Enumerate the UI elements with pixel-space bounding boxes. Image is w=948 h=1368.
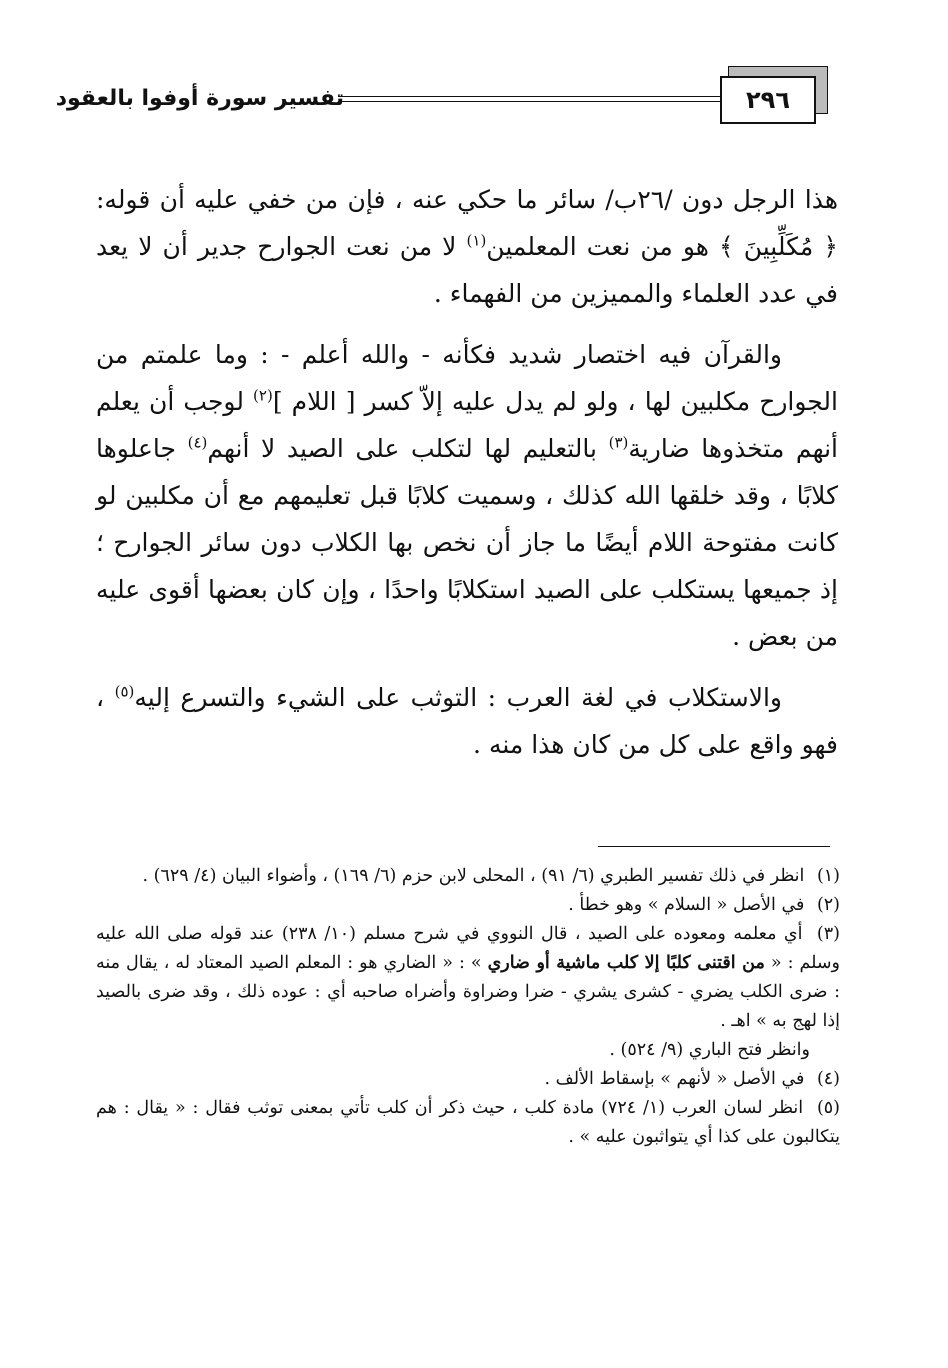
footnote-5: [96, 1094, 840, 1152]
footnote-text: في الأصل « السلام » وهو خطأ .: [568, 895, 805, 915]
footnotes: [96, 862, 840, 1152]
footnote-3: [96, 920, 840, 1036]
footnote-number: (٥): [816, 1098, 840, 1118]
footnote-ref: (١): [466, 231, 487, 250]
paragraph-text: ، فهو واقع على كل من كان هذا منه .: [96, 683, 838, 759]
hadith-quote: من اقتنى كلبًا إلا كلب ماشية أو ضاري: [487, 953, 765, 973]
paragraph-2: [96, 331, 838, 660]
footnote-text: في الأصل « لأنهم » بإسقاط الألف .: [544, 1069, 805, 1089]
paragraph-text: هذا الرجل دون /٢٦ب/ سائر ما حكي عنه ، فإن من خفي عليه أن قوله: ﴿ مُكَلِّبِينَ ﴾ هو من نعت المعلمين: [96, 185, 838, 261]
footnote-3-continuation: [96, 1036, 840, 1065]
paragraph-text: لا من نعت الجوارح جدير أن لا يعد في عدد العلماء والمميزين من الفهماء .: [96, 232, 838, 308]
footnote-ref: (٤): [187, 433, 208, 452]
footnote-1: [96, 862, 840, 891]
footnote-text: أي معلمه ومعوده على الصيد ، قال النووي في شرح مسلم (١٠/ ٢٣٨) عند قوله صلى الله عليه وسلم : «: [96, 924, 841, 973]
header-rule: [338, 96, 720, 97]
footnote-number: (٣): [816, 924, 840, 944]
running-header-title: تفسير سورة أوفوا بالعقود: [55, 86, 344, 111]
paragraph-text: بالتعليم لها لتكلب على الصيد لا أنهم: [207, 434, 609, 463]
paragraph-text: لوجب أن يعلم أنهم متخذوها ضارية: [96, 387, 838, 463]
header-rule-lower: [338, 101, 720, 102]
footnote-separator: [598, 846, 830, 847]
footnote-ref: (٥): [114, 682, 135, 701]
footnote-number: (١): [816, 866, 840, 886]
footnote-number: (٢): [816, 895, 840, 915]
paragraph-text: جاعلوها كلابًا ، وقد خلقها الله كذلك ، وسميت كلابًا قبل تعليمهم مع أن مكلبين لو كانت مفتوحة اللام أيضًا ما جاز أن نخص بها الكلاب دون سائر الجوارح ؛ إذ جميعها يستكلب على الصيد استكلابًا واحدًا ، وإن كان بعضها أقوى عليه من بعض .: [96, 434, 838, 651]
paragraph-text: والاستكلاب في لغة العرب : التوثب على الشيء والتسرع إليه: [134, 683, 783, 712]
paragraph-text: والقرآن فيه اختصار شديد فكأنه - والله أعلم - : وما علمتم من الجوارح مكلبين لها ، ولو لم يدل عليه إلاّ كسر [ اللام ]: [96, 340, 838, 416]
footnote-text: » : « الضاري هو : المعلم الصيد المعتاد له ، يقال منه : ضرى الكلب يضري - كشرى يشري - ضرا وضراوة وأضراه صاحبه أي : عوده ذلك ، وقد ضرى بالصيد إذا لهج به » اهـ .: [96, 953, 840, 1031]
paragraph-3: [96, 674, 838, 768]
footnote-2: [96, 891, 840, 920]
main-text: [96, 176, 838, 768]
footnote-number: (٤): [816, 1069, 840, 1089]
footnote-text: انظر لسان العرب (١/ ٧٢٤) مادة كلب ، حيث ذكر أن كلب تأتي بمعنى توثب فقال : « يقال : هم يتكالبون على كذا أي يتواثبون عليه » .: [96, 1098, 840, 1147]
footnote-text: انظر في ذلك تفسير الطبري (٦/ ٩١) ، المحلى لابن حزم (٦/ ١٦٩) ، وأضواء البيان (٤/ ٦٢٩) .: [142, 866, 805, 886]
paragraph-1: [96, 176, 838, 317]
page-number: ٢٩٦: [720, 76, 816, 124]
footnote-ref: (٣): [608, 433, 629, 452]
footnote-4: [96, 1065, 840, 1094]
footnote-ref: (٢): [253, 386, 273, 405]
footnote-text: وانظر فتح الباري (٩/ ٥٢٤) .: [609, 1040, 810, 1060]
